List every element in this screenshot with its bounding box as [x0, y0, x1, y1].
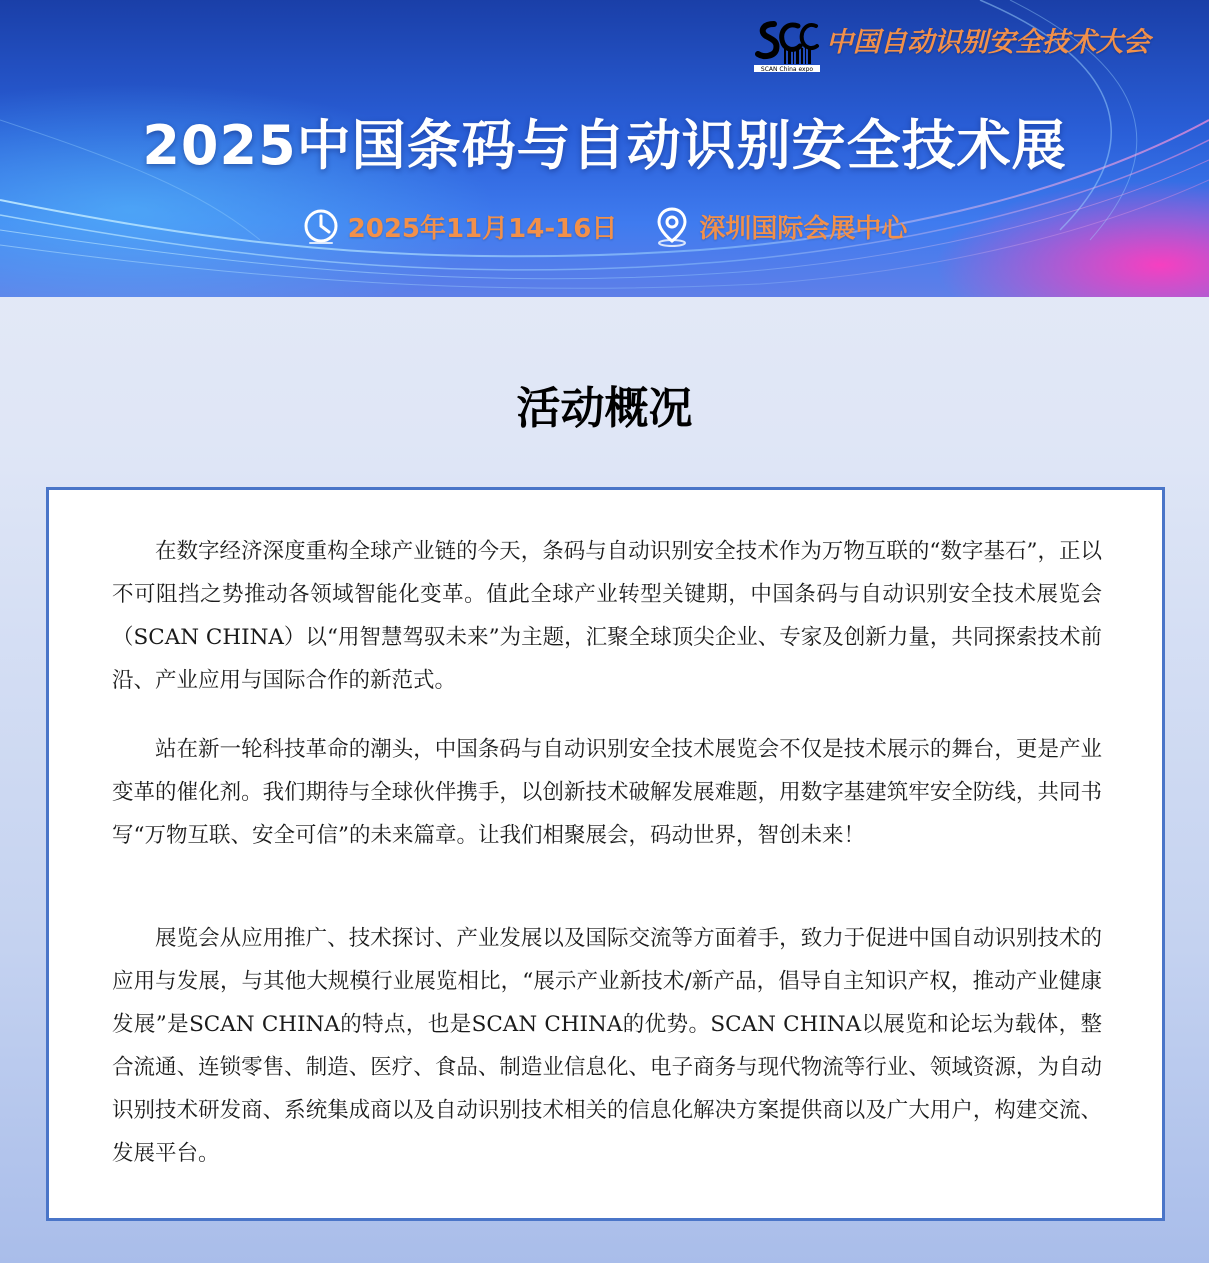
svg-text:SCAN China expo: SCAN China expo — [760, 66, 814, 72]
location-pin-icon — [653, 205, 691, 247]
section-title: 活动概况 — [516, 383, 693, 434]
event-venue-text: 深圳国际会展中心 — [699, 213, 908, 244]
overview-content-box — [46, 487, 1165, 1221]
event-title: 2025中国条码与自动识别安全技术展 — [142, 114, 1067, 177]
scan-china-logo — [754, 18, 820, 72]
event-date — [302, 205, 618, 247]
overview-paragraph-3: 展览会从应用推广、技术探讨、产业发展以及国际交流等方面着手，致力于促进中国自动识别技术的应用与发展，与其他大规模行业展览相比，“展示产业新技术/新产品，倡导自主知识产权，推动产业健康发展”是SCAN CHINA的特点，也是SCAN CHINA的优势。SCAN CHINA以展览和论坛为载体，整合流通、连锁零售、制造、医疗、食品、制造业信息化、电子商务与现代物流等行业、领域资源，为自动识别技术研发商、系统集成商以及自动识别技术相关的信息化解决方案提供商以及广大用户，构建交流、发展平台。 — [112, 926, 1102, 1166]
event-venue — [653, 205, 907, 247]
clock-icon — [302, 205, 340, 247]
event-date-text: 2025年11月14-16日 — [347, 213, 618, 244]
overview-paragraph-2: 站在新一轮科技革命的潮头，中国条码与自动识别安全技术展览会不仅是技术展示的舞台，更是产业变革的催化剂。我们期待与全球伙伴携手，以创新技术破解发展难题，用数字基建筑牢安全防线，共同书写“万物互联、安全可信”的未来篇章。让我们相聚展会，码动世界，智创未来！ — [112, 737, 1102, 848]
overview-paragraph-1: 在数字经济深度重构全球产业链的今天，条码与自动识别安全技术作为万物互联的“数字基石”，正以不可阻挡之势推动各领域智能化变革。值此全球产业转型关键期，中国条码与自动识别安全技术展览会（SCAN CHINA）以“用智慧驾驭未来”为主题，汇聚全球顶尖企业、专家及创新力量，共同探索技术前沿、产业应用与国际合作的新范式。 — [112, 539, 1102, 693]
event-info-row — [0, 203, 1209, 249]
header-banner — [0, 0, 1209, 297]
conference-brand-name: 中国自动识别安全技术大会 — [826, 27, 1150, 58]
